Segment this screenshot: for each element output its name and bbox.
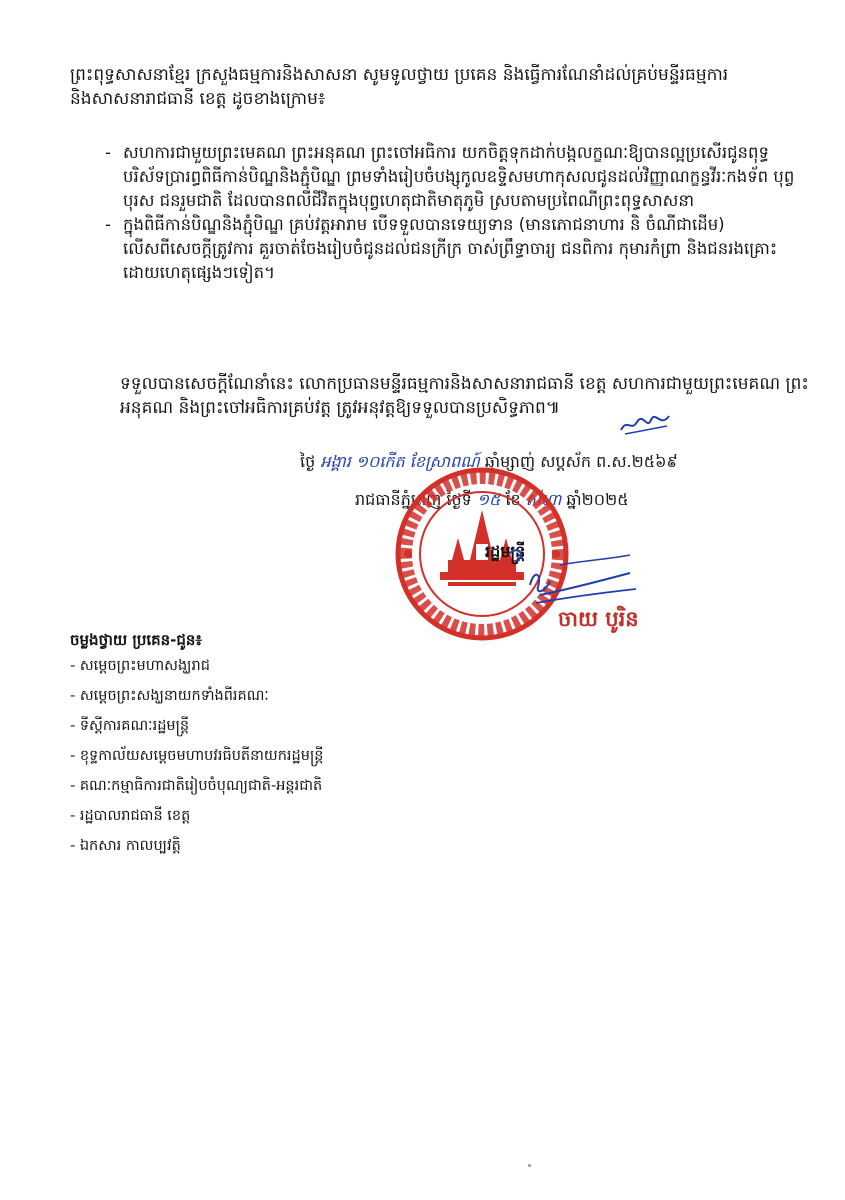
closing-paragraph [70, 372, 810, 420]
bullet-dash: - [105, 215, 111, 234]
lunar-date-prefix: ថ្ងៃ [300, 452, 316, 471]
recipient-item: - ទីស្តីការគណៈរដ្ឋមន្ត្រី [70, 718, 190, 734]
initial-mark [617, 410, 677, 440]
recipient-item: - ខុទ្ទកាល័យសម្តេចមហាបវរធិបតីនាយករដ្ឋមន្ត្រី [70, 748, 324, 764]
lunar-date-handwritten: អង្គារ ១០កើត ខែស្រាពណ៍ [320, 452, 480, 471]
solar-month-prefix: ខែ [505, 490, 521, 509]
intro-line-2: និងសាសនារាជធានី ខេត្ត ដូចខាងក្រោម៖ [70, 89, 326, 109]
solar-month: សីហា [525, 490, 562, 509]
closing-text: ទទួលបានសេចក្តីណែនាំនេះ លោកប្រធានមន្ទីរធម្មការនិងសាសនារាជធានី ខេត្ត សហការជាមួយព្រះមេគណ ព្រះអនុគណ និងព្រះចៅអធិការគ្រប់វត្ត ត្រូវអនុវត្តឱ្យទទួលបានប្រសិទ្ធភាព៕ [120, 374, 809, 418]
recipient-item: - រដ្ឋបាលរាជធានី ខេត្ត [70, 808, 191, 824]
signatory-title: រដ្ឋមន្ត្រី [485, 542, 526, 561]
lunar-date-suffix: ឆ្នាំម្សាញ់ សប្តស័ក ព.ស.២៥៦៩ [484, 452, 678, 471]
recipient-item: - ឯកសារ កាលប្បវត្តិ [70, 838, 181, 854]
solar-year: ឆ្នាំ២០២៥ [566, 490, 629, 509]
page-speck [528, 1164, 531, 1167]
instruction-list [105, 141, 805, 285]
recipient-item: - គណៈកម្មាធិការជាតិរៀបចំបុណ្យជាតិ-អន្តរជាតិ [70, 778, 323, 794]
signatory-name: ចាយ បូរិន [558, 607, 639, 631]
solar-date-prefix: រាជធានីភ្នំពេញ ថ្ងៃទី [355, 490, 472, 509]
bullet-dash: - [105, 143, 111, 162]
instruction-text: ក្នុងពិធីកាន់បិណ្ឌនិងភ្ជុំបិណ្ឌ គ្រប់វត្តអារាម បើទទួលបានទេយ្យទាន (មានភោជនាហារ និ ចំណីជាដើម) លើសពីសេចក្តីត្រូវការ គួរចាត់ចែងរៀបចំជូនដល់ជនក្រីក្រ ចាស់ព្រឹទ្ធាចារ្យ ជនពិការ កុមារកំព្រា និងជនរងគ្រោះដោយហេតុផ្សេងៗទៀត។ [123, 215, 778, 282]
solar-day: ១៥ [476, 490, 501, 509]
signature-icon [500, 545, 640, 615]
recipient-item: - សម្តេចព្រះសង្ឃនាយកទាំងពីរគណៈ [70, 688, 269, 704]
copy-recipients [70, 628, 470, 866]
recipient-item: - សម្តេចព្រះមហាសង្ឃរាជ [70, 658, 210, 674]
instruction-item [105, 213, 805, 285]
instruction-text: សហការជាមួយព្រះមេគណ ព្រះអនុគណ ព្រះចៅអធិការ យកចិត្តទុកដាក់បង្កលក្ខណៈឱ្យបានល្អប្រសើរជូនពុទ្ធបរិស័ទប្រារព្ធពិធីកាន់បិណ្ឌនិងភ្ជុំបិណ្ឌ ព្រមទាំងរៀបចំបង្សុកូលឧទ្ទិសមហាកុសលជូនដល់វិញ្ញាណក្ខន្ធវីរៈកងទ័ព បុព្វបុរស ជនរួមជាតិ ដែលបានពលីជីវិតក្នុងបុព្វហេតុជាតិមាតុភូមិ ស្របតាមប្រពៃណីព្រះពុទ្ធសាសនា [123, 143, 795, 210]
recipients-title: ចម្លងថ្វាយ ប្រគេន-ជូន៖ [70, 631, 203, 649]
instruction-item [105, 141, 805, 213]
intro-paragraph [70, 63, 800, 111]
intro-line-1: ព្រះពុទ្ធសាសនាខ្មែរ ក្រសួងធម្មការនិងសាសនា សូមទូលថ្វាយ ប្រគេន និងធ្វើការណែនាំដល់គ្រប់មន្ទីរធម្មការ [70, 65, 729, 85]
